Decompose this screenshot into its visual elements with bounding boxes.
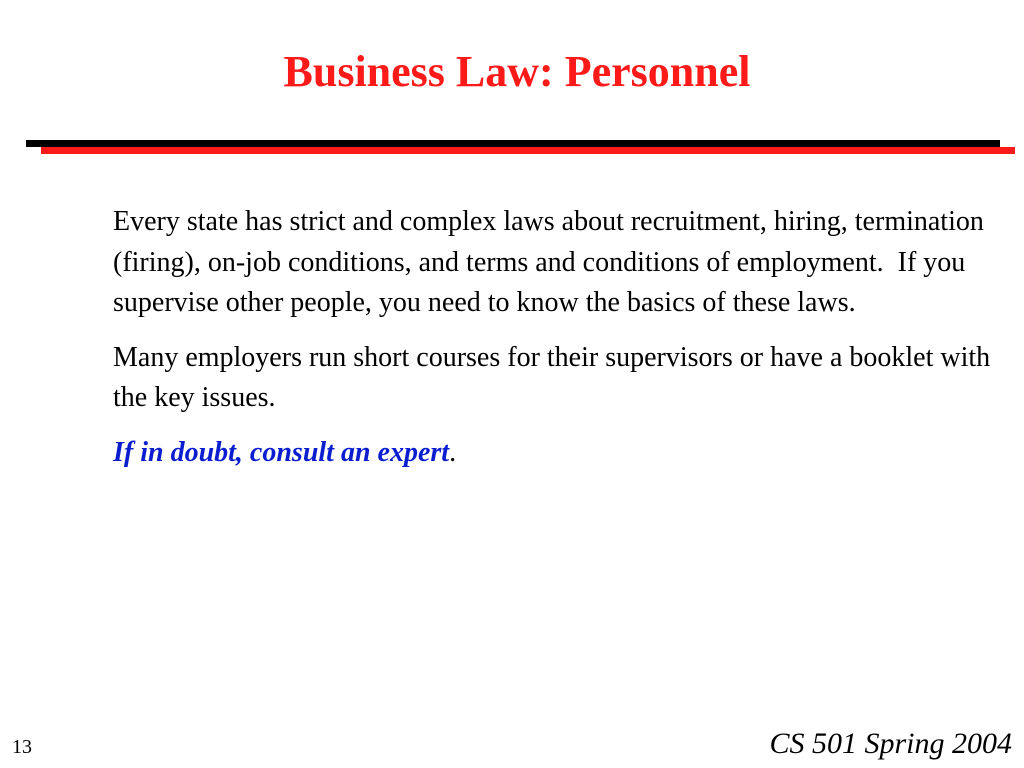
paragraph-laws: Every state has strict and complex laws about recruitment, hiring, termination (firing), on-job conditions, and terms and conditions of employment. If you supervise other people, you need to know the basics of these laws. <box>113 206 984 318</box>
paragraph-courses: Many employers run short courses for their supervisors or have a booklet with the key issues. <box>113 341 991 413</box>
title-rule-red <box>41 147 1015 154</box>
slide-body <box>113 202 993 487</box>
emphasis-period: . <box>449 436 457 468</box>
page-number: 13 <box>12 736 32 758</box>
emphasis-text: If in doubt, consult an expert <box>113 436 450 468</box>
course-footer: CS 501 Spring 2004 <box>769 727 1012 760</box>
slide-title: Business Law: Personnel <box>283 47 751 96</box>
title-rule-black <box>26 140 1000 147</box>
paragraph-advice <box>113 433 993 474</box>
